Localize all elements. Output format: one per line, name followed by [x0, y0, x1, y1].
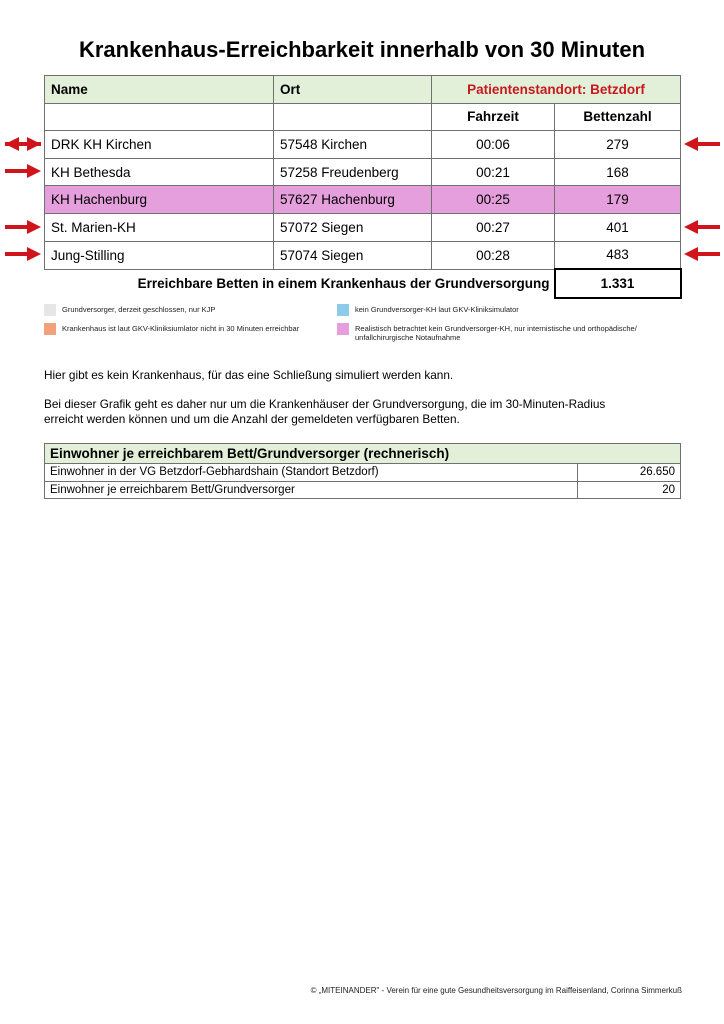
hospital-name: St. Marien-KH: [45, 213, 274, 241]
table-row: [45, 131, 681, 159]
table-row: [45, 158, 681, 186]
population-header-row: [45, 444, 681, 464]
population-table: [44, 443, 681, 499]
page-title: Krankenhaus-Erreichbarkeit innerhalb von 30 Minuten: [78, 37, 646, 62]
hospital-name: KH Hachenburg: [45, 186, 274, 214]
red-arrow-icon: [684, 220, 720, 234]
table-row: [45, 213, 681, 241]
red-arrow-icon: [684, 247, 720, 261]
info-paragraph: Hier gibt es kein Krankenhaus, für das eine Schließung simuliert werden kann.: [44, 368, 454, 382]
legend-item: [44, 304, 334, 318]
legend-item: [44, 323, 334, 337]
hospital-ort: 57258 Freudenberg: [274, 158, 432, 186]
footer-copyright: © „MITEINANDER" - Verein für eine gute Gesundheitsversorgung im Raiffeisenland, Corinna Simmerkuß: [310, 986, 682, 995]
red-arrow-icon: [5, 220, 41, 234]
red-arrow-icon: [5, 164, 41, 178]
table-row: [45, 464, 681, 482]
legend-item: [337, 304, 677, 318]
hospital-name: Jung-Stilling: [45, 241, 274, 269]
header-ort: Ort: [274, 76, 432, 104]
table-row-highlighted: [45, 186, 681, 214]
population-label: Einwohner je erreichbarem Bett/Grundversorger: [45, 481, 578, 499]
header-bettenzahl: Bettenzahl: [555, 103, 681, 131]
header-fahrzeit: Fahrzeit: [432, 103, 555, 131]
population-value: 26.650: [578, 464, 681, 482]
table-row: [45, 241, 681, 269]
table-header-row: [45, 76, 681, 104]
legend-text: Krankenhaus ist laut GKV-Kliniksiumlator nicht in 30 Minuten erreichbar: [62, 324, 300, 333]
hospital-ort: 57627 Hachenburg: [274, 186, 432, 214]
hospital-betten: 401: [555, 213, 681, 241]
table-row: [45, 481, 681, 499]
hospital-fahrzeit: 00:06: [432, 131, 555, 159]
header-name: Name: [45, 76, 274, 104]
legend-text: kein Grundversorger-KH laut GKV-Kliniksimulator: [355, 305, 519, 314]
red-arrow-icon: [684, 137, 720, 151]
hospital-betten: 179: [555, 186, 681, 214]
hospital-betten: 279: [555, 131, 681, 159]
hospital-name: DRK KH Kirchen: [45, 131, 274, 159]
total-label: Erreichbare Betten in einem Krankenhaus der Grundversorgung: [137, 276, 550, 292]
legend-text: Realistisch betrachtet kein Grundversorger-KH, nur internistische und orthopädische/ unfallchirurgische Notaufnahme: [355, 324, 637, 342]
hospital-fahrzeit: 00:21: [432, 158, 555, 186]
hospital-ort: 57072 Siegen: [274, 213, 432, 241]
legend-item: [337, 323, 682, 345]
hospital-betten: 483: [555, 241, 681, 269]
patient-site-label: Patientenstandort: Betzdorf: [432, 76, 681, 104]
hospital-betten: 168: [555, 158, 681, 186]
hospital-name: KH Bethesda: [45, 158, 274, 186]
hospital-ort: 57074 Siegen: [274, 241, 432, 269]
legend-swatch: [337, 323, 349, 335]
population-value: 20: [578, 481, 681, 499]
hospital-fahrzeit: 00:27: [432, 213, 555, 241]
red-arrow-icon: [5, 137, 41, 151]
hospital-fahrzeit: 00:25: [432, 186, 555, 214]
hospital-ort: 57548 Kirchen: [274, 131, 432, 159]
total-value: 1.331: [555, 269, 681, 298]
population-header: Einwohner je erreichbarem Bett/Grundversorger (rechnerisch): [45, 444, 681, 464]
table-subheader-row: [45, 103, 681, 131]
red-arrow-icon: [5, 247, 41, 261]
legend-swatch: [44, 304, 56, 316]
population-label: Einwohner in der VG Betzdorf-Gebhardshain (Standort Betzdorf): [45, 464, 578, 482]
info-paragraph-line: Bei dieser Grafik geht es daher nur um die Krankenhäuser der Grundversorgung, die im 30-Minuten-Radius: [44, 397, 606, 411]
legend-swatch: [44, 323, 56, 335]
info-paragraph-line: erreicht werden können und um die Anzahl der gemeldeten verfügbaren Betten.: [44, 412, 460, 426]
total-row: [45, 269, 681, 298]
legend-text: Grundversorger, derzeit geschlossen, nur KJP: [62, 305, 216, 314]
legend-swatch: [337, 304, 349, 316]
hospital-table: [44, 75, 682, 299]
hospital-fahrzeit: 00:28: [432, 241, 555, 269]
